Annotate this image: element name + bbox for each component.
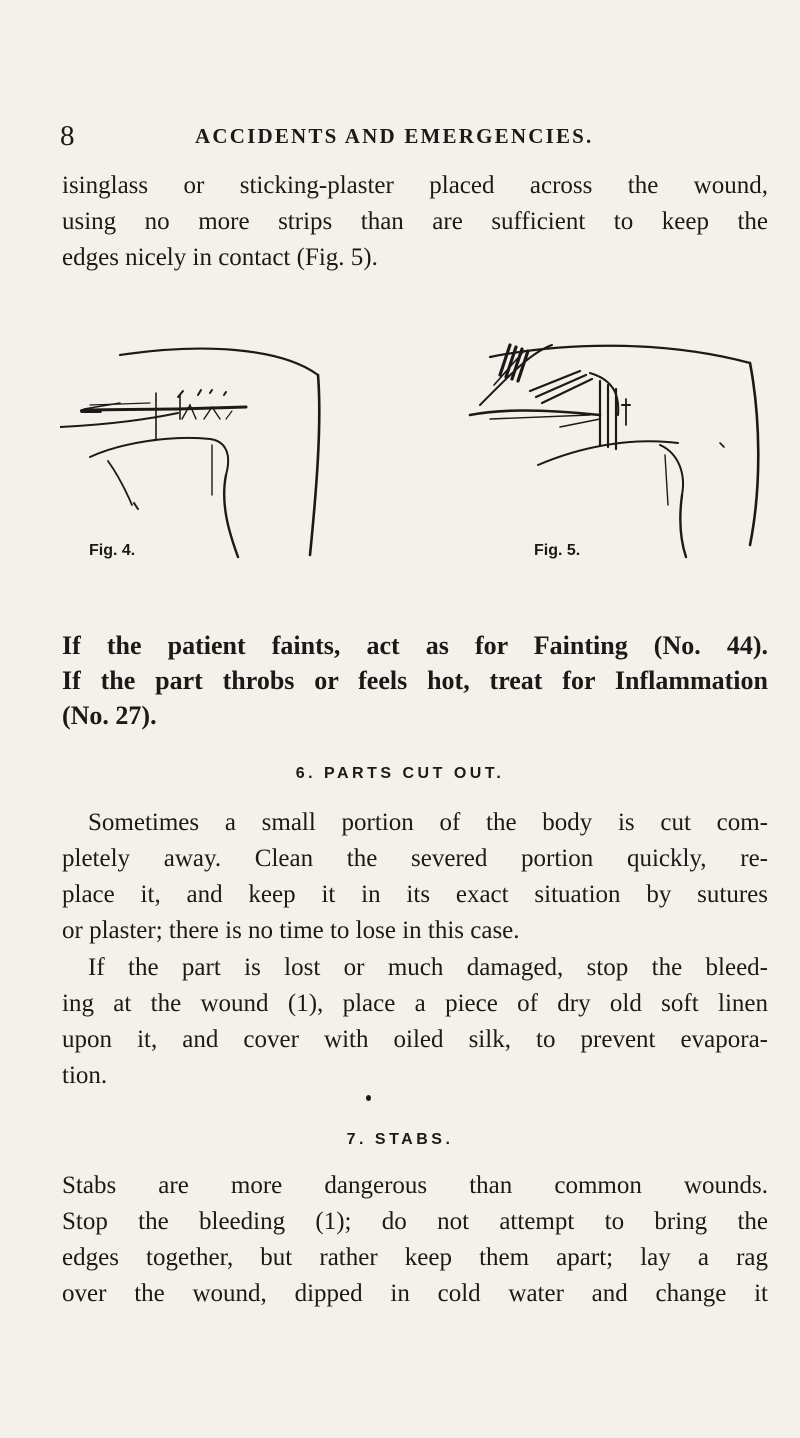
section-6-heading: 6. PARTS CUT OUT. [295,765,505,782]
text-line: place it, and keep it in its exact situation by sutures [62,881,768,908]
fig-5-caption: Fig. 5. [534,542,581,559]
figures-illustration [60,335,780,595]
text-line: pletely away. Clean the severed portion quickly, re- [62,845,768,872]
text-line: or plaster; there is no time to lose in this case. [62,917,520,944]
text-line: If the part throbs or feels hot, treat for Inflammation [62,666,768,695]
text-line: edges nicely in contact (Fig. 5). [62,244,378,271]
fig-4-caption: Fig. 4. [89,542,136,559]
section-6-paragraph-1 [62,805,768,949]
text-line: Stop the bleeding (1); do not attempt to bring the [62,1208,768,1235]
text-line: Stabs are more dangerous than common wounds. [62,1172,768,1199]
fig-5-drawing [470,345,758,557]
running-title: ACCIDENTS AND EMERGENCIES. [195,124,594,148]
text-line: isinglass or sticking-plaster placed across the wound, [62,172,768,199]
text-line: using no more strips than are sufficient to keep the [62,208,768,235]
text-line: upon it, and cover with oiled silk, to prevent evapora- [62,1026,768,1053]
fig-4-drawing [60,335,319,557]
section-6-paragraph-2 [62,950,768,1094]
text-line: If the part is lost or much damaged, stop the bleed- [88,954,768,981]
text-line: tion. [62,1062,108,1089]
intro-paragraph [62,168,768,276]
section-7-heading: 7. STABS. [346,1131,454,1148]
page-number: 8 [60,120,75,152]
section-7-paragraph-1 [62,1168,768,1312]
running-head [60,120,760,156]
figures-drawing [60,335,780,595]
fainting-paragraph [62,628,768,733]
text-line: edges together, but rather keep them apart; lay a rag [62,1244,768,1271]
text-line: over the wound, dipped in cold water and change it [62,1280,768,1307]
text-line: If the patient faints, act as for Fainting (No. 44). [62,631,768,660]
text-line: ing at the wound (1), place a piece of dry old soft linen [62,990,768,1017]
text-line: (No. 27). [62,701,157,730]
text-line: Sometimes a small portion of the body is cut com- [88,809,768,836]
ink-speck [366,1095,371,1101]
